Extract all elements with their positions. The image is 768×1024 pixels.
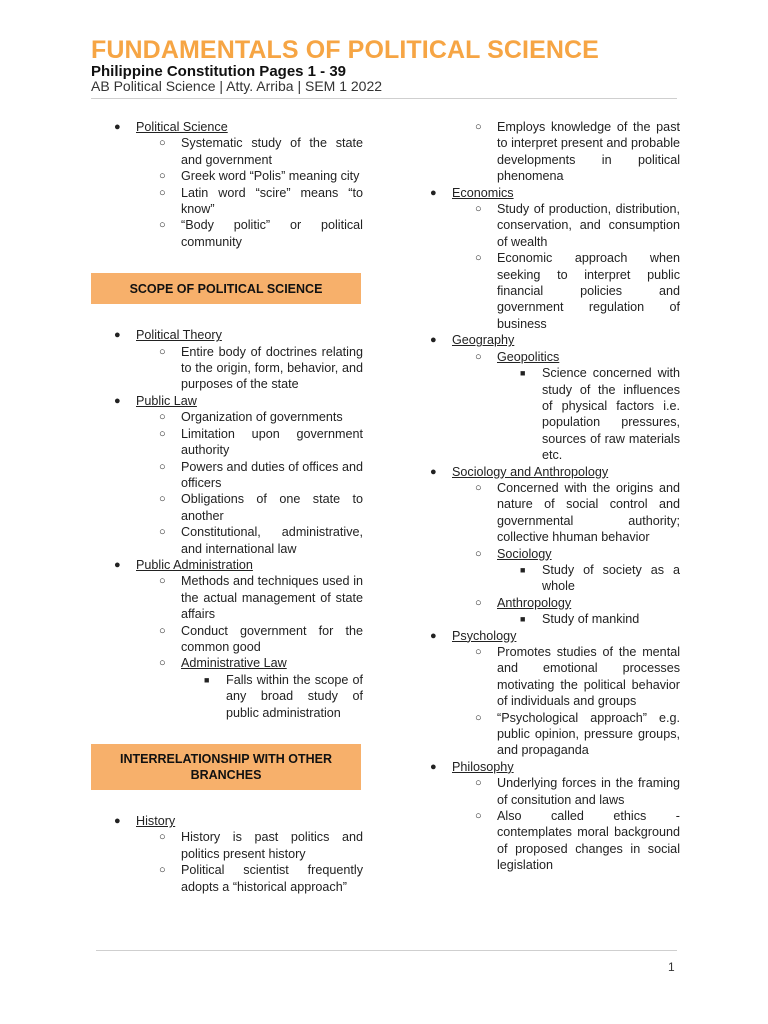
list-item xyxy=(96,327,363,343)
item-text: Promotes studies of the mental and emotional processes motivating the political behavior of individuals and groups xyxy=(497,645,680,709)
circle-bullet-icon: ○ xyxy=(159,137,166,150)
item-text: Falls within the scope of any broad study of public administration xyxy=(226,672,363,720)
topic-label: Sociology and Anthropology xyxy=(452,464,609,479)
item-text: Concerned with the origins and nature of social control and governmental authority; collective hhuman behavior xyxy=(497,480,680,545)
bullet-icon: ● xyxy=(114,558,121,571)
subtopic-label: Anthropology xyxy=(497,595,572,610)
footer-divider xyxy=(96,950,677,951)
list-item xyxy=(96,524,363,557)
item-text: Employs knowledge of the past to interpret present and probable developments in political phenomena xyxy=(497,120,680,184)
item-text: Study of mankind xyxy=(542,612,640,627)
item-text: “Psychological approach” e.g. public opinion, pressure groups, and propaganda xyxy=(497,710,680,758)
topic-label: Psychology xyxy=(452,628,517,643)
item-text: Latin word “scire” means “to know” xyxy=(181,185,363,217)
right-column xyxy=(412,119,680,874)
list-item xyxy=(96,573,363,622)
circle-bullet-icon: ○ xyxy=(159,345,166,358)
item-text: History is past politics and politics present history xyxy=(181,830,363,861)
document-info: AB Political Science | Atty. Arriba | SEM 1 2022 xyxy=(91,78,383,94)
list-item xyxy=(412,595,680,611)
list-item xyxy=(412,775,680,808)
item-text: Methods and techniques used in the actual management of state affairs xyxy=(181,574,363,622)
item-text: Limitation upon government authority xyxy=(181,426,363,458)
subtopic-label: Administrative Law xyxy=(181,656,287,671)
section-heading-interrelationship: INTERRELATIONSHIP WITH OTHER BRANCHES xyxy=(91,744,361,790)
circle-bullet-icon: ○ xyxy=(159,170,166,183)
square-bullet-icon: ■ xyxy=(520,614,526,625)
page-number: 1 xyxy=(668,960,675,974)
topic-label: Public Law xyxy=(136,393,197,408)
circle-bullet-icon: ○ xyxy=(159,624,166,637)
subtopic-label: Geopolitics xyxy=(497,349,560,364)
list-item xyxy=(96,344,363,393)
topic-label: Political Science xyxy=(136,120,228,134)
list-item xyxy=(96,119,363,135)
topic-label: Public Administration xyxy=(136,557,253,572)
square-bullet-icon: ■ xyxy=(520,368,526,379)
list-item xyxy=(412,611,680,627)
list-item xyxy=(412,808,680,874)
list-item xyxy=(96,862,363,895)
list-item xyxy=(96,426,363,459)
bullet-icon: ● xyxy=(114,394,121,407)
topic-label: Geography xyxy=(452,333,515,348)
list-item xyxy=(96,393,363,409)
item-text: Obligations of one state to another xyxy=(181,492,363,523)
bullet-icon: ● xyxy=(430,334,437,347)
list-item xyxy=(412,119,680,185)
bullet-icon: ● xyxy=(114,815,121,827)
circle-bullet-icon: ○ xyxy=(475,481,482,494)
list-item xyxy=(96,829,363,862)
circle-bullet-icon: ○ xyxy=(159,186,166,199)
circle-bullet-icon: ○ xyxy=(159,575,166,588)
circle-bullet-icon: ○ xyxy=(159,493,166,506)
list-item xyxy=(96,459,363,492)
item-text: Greek word “Polis” meaning city xyxy=(181,169,360,184)
bullet-icon: ● xyxy=(430,760,437,773)
list-item xyxy=(412,759,680,775)
circle-bullet-icon: ○ xyxy=(475,350,482,363)
subtopic-label: Sociology xyxy=(497,546,552,561)
list-item xyxy=(412,480,680,546)
circle-bullet-icon: ○ xyxy=(159,460,166,473)
bullet-icon: ● xyxy=(430,629,437,642)
list-item xyxy=(412,644,680,710)
document-subtitle: Philippine Constitution Pages 1 - 39 xyxy=(91,63,347,80)
list-item xyxy=(96,813,363,829)
list-item xyxy=(412,185,680,201)
circle-bullet-icon: ○ xyxy=(475,810,482,823)
circle-bullet-icon: ○ xyxy=(159,411,166,424)
item-text: Also called ethics - contemplates moral background of proposed changes in social legislation xyxy=(497,809,680,873)
item-text: Powers and duties of offices and officers xyxy=(181,459,363,490)
item-text: Study of production, distribution, conservation, and consumption of wealth xyxy=(497,202,680,249)
circle-bullet-icon: ○ xyxy=(475,203,482,216)
left-column xyxy=(96,119,363,895)
circle-bullet-icon: ○ xyxy=(159,526,166,539)
list-item xyxy=(96,135,363,168)
item-text: Study of society as a whole xyxy=(542,562,680,594)
circle-bullet-icon: ○ xyxy=(159,864,166,877)
topic-label: Political Theory xyxy=(136,328,222,343)
section-heading-scope: SCOPE OF POLITICAL SCIENCE xyxy=(91,273,361,304)
item-text: Political scientist frequently adopts a “historical approach” xyxy=(181,863,363,894)
item-text: Organization of governments xyxy=(181,410,343,425)
circle-bullet-icon: ○ xyxy=(475,711,482,724)
circle-bullet-icon: ○ xyxy=(159,427,166,440)
circle-bullet-icon: ○ xyxy=(475,777,482,790)
circle-bullet-icon: ○ xyxy=(159,831,166,844)
circle-bullet-icon: ○ xyxy=(159,657,166,670)
list-item xyxy=(96,557,363,573)
circle-bullet-icon: ○ xyxy=(159,219,166,232)
bullet-icon: ● xyxy=(430,465,437,478)
bullet-icon: ● xyxy=(114,329,121,342)
list-item xyxy=(96,409,363,425)
item-text: Constitutional, administrative, and international law xyxy=(181,525,363,556)
bullet-icon: ● xyxy=(114,121,121,133)
list-item xyxy=(412,201,680,250)
circle-bullet-icon: ○ xyxy=(475,596,482,609)
item-text: Economic approach when seeking to interpret public financial policies and government regulation of business xyxy=(497,251,680,331)
document-title: FUNDAMENTALS OF POLITICAL SCIENCE xyxy=(91,36,599,64)
circle-bullet-icon: ○ xyxy=(475,252,482,265)
list-item xyxy=(412,250,680,332)
list-item xyxy=(412,332,680,348)
list-item xyxy=(96,491,363,524)
list-item xyxy=(412,546,680,562)
circle-bullet-icon: ○ xyxy=(475,547,482,560)
item-text: “Body politic” or political community xyxy=(181,218,363,249)
square-bullet-icon: ■ xyxy=(520,564,526,575)
list-item xyxy=(412,562,680,595)
list-item xyxy=(412,365,680,463)
circle-bullet-icon: ○ xyxy=(475,646,482,658)
list-item xyxy=(96,623,363,656)
list-item xyxy=(96,185,363,218)
circle-bullet-icon: ○ xyxy=(475,121,482,133)
list-item xyxy=(96,217,363,250)
bullet-icon: ● xyxy=(430,186,437,199)
list-item xyxy=(412,710,680,759)
item-text: Systematic study of the state and government xyxy=(181,136,363,167)
item-text: Science concerned with study of the influences of physical factors i.e. population pressures, sources of raw materials etc. xyxy=(542,366,680,463)
list-item xyxy=(412,349,680,365)
header-divider xyxy=(91,98,677,99)
list-item xyxy=(412,628,680,644)
item-text: Underlying forces in the framing of consitution and laws xyxy=(497,776,680,807)
item-text: Entire body of doctrines relating to the origin, form, behavior, and purposes of the state xyxy=(181,344,363,392)
topic-label: Philosophy xyxy=(452,759,514,774)
list-item xyxy=(96,168,363,184)
topic-label: History xyxy=(136,814,176,828)
list-item xyxy=(96,672,363,721)
list-item xyxy=(412,464,680,480)
list-item xyxy=(96,655,363,671)
square-bullet-icon: ■ xyxy=(204,674,210,685)
topic-label: Economics xyxy=(452,185,514,200)
item-text: Conduct government for the common good xyxy=(181,623,363,654)
